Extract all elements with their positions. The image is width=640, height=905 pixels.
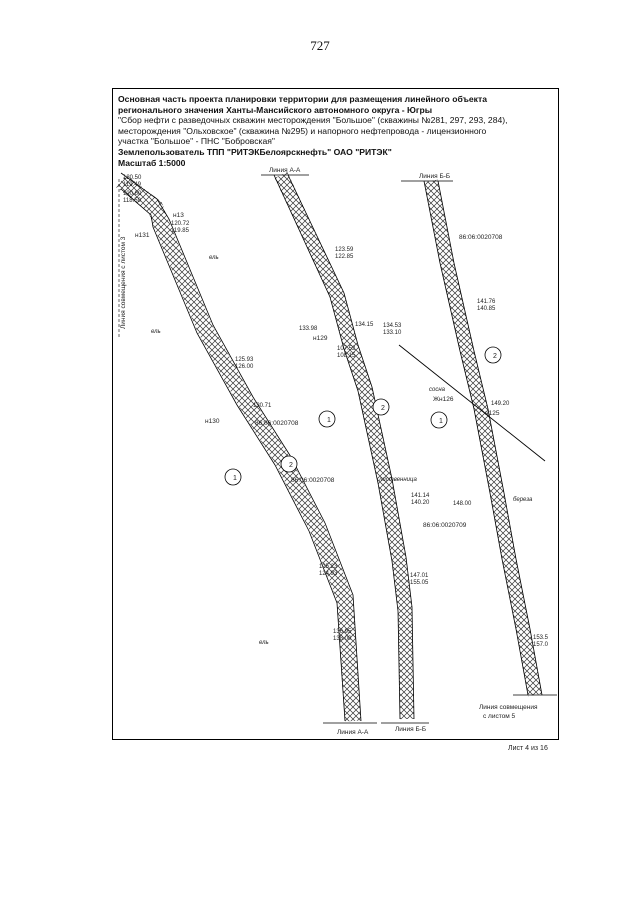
line-label-bb-top: Линия Б-Б (419, 173, 451, 180)
elevation-label: 108.15 (337, 353, 356, 359)
line-label-left-match: Линия совмещения с листом 3 (120, 236, 127, 329)
title-line-2: регионального значения Ханты-Мансийского автономного округа - Югры (118, 104, 433, 115)
line-label-aa-bottom: Линия А-А (337, 729, 369, 736)
tree-label: ель (259, 640, 269, 646)
zone-marker-label: 2 (381, 405, 385, 412)
elevation-label: 119.49 (123, 182, 141, 188)
line-label-aa-top: Линия А-А (269, 167, 301, 174)
map-drawing (113, 89, 558, 739)
elevation-label: 134.53 (383, 323, 402, 329)
corridor-right (424, 181, 542, 695)
zone-marker-label: 1 (233, 475, 237, 482)
zone-marker-label: 2 (493, 353, 497, 360)
elevation-label: 122.85 (335, 254, 354, 260)
elevation-label: 148.00 (453, 501, 472, 507)
elevation-label: 149.20 (491, 401, 510, 407)
title-line-3: "Сбор нефти с разведочных скважин месторождения "Большое" (скважины №281, 297, 293, 284), (118, 115, 508, 126)
elevation-label: 120.60 (123, 191, 142, 197)
elevation-label: 157.0 (533, 642, 549, 648)
elevation-label: 126.00 (235, 364, 254, 370)
elevation-label: 123.59 (335, 247, 354, 253)
elevation-label: 119.85 (171, 228, 189, 234)
zone-marker-label: 2 (289, 462, 293, 469)
line-label-bb-bottom: Линия Б-Б (395, 726, 427, 733)
elevation-label: 140.85 (477, 306, 496, 312)
elevation-label: 141.14 (411, 493, 430, 499)
title-line-1: Основная часть проекта планировки территории для размещения линейного объекта (118, 94, 487, 104)
scale-label: Масштаб 1:5000 (118, 157, 186, 168)
elevation-label: 153.5 (533, 635, 549, 641)
parcel-number: 86:06:0020708 (255, 420, 299, 427)
node-label: н13 (173, 212, 184, 219)
elevation-label: 147.01 (410, 573, 429, 579)
parcel-number: 86:06:0020708 (291, 477, 335, 484)
tree-label: береза (513, 497, 533, 503)
elevation-label: 107.52 (337, 346, 356, 352)
parcel-number: 86:06:0020709 (423, 522, 467, 529)
elevation-label: 133.10 (383, 330, 402, 336)
line-label-right-match-1: Линия совмещения (479, 704, 538, 711)
elevation-label: 136.95 (333, 629, 352, 635)
elevation-label: 120.50 (123, 175, 142, 181)
node-label: Жн126 (433, 396, 454, 403)
node-label: н125 (485, 410, 500, 417)
zone-marker-label: 1 (327, 417, 331, 424)
land-user: Землепользователь ТПП "РИТЭКБелоярскнефть" ОАО "РИТЭК" (118, 146, 392, 157)
node-label: н129 (313, 335, 328, 342)
elevation-label: 120.72 (171, 221, 190, 227)
tree-label: лиственница (379, 477, 417, 483)
elevation-label: 133.98 (299, 326, 318, 332)
line-label-right-match-2: с листом 5 (483, 713, 516, 720)
elevation-label: 125.23 (319, 564, 338, 570)
parcel-number: 86:06:0020708 (459, 234, 503, 241)
elevation-label: 134.15 (355, 322, 374, 328)
node-label: н130 (205, 418, 220, 425)
elevation-label: 140.20 (411, 500, 430, 506)
title-line-5: участка "Большое" - ПНС "Бобровская" (118, 136, 275, 147)
elevation-label: 124.93 (319, 571, 338, 577)
zone-marker-label: 1 (439, 418, 443, 425)
sheet-number: Лист 4 из 16 (508, 745, 548, 752)
tree-label: ель (151, 329, 161, 335)
elevation-label: 125.93 (235, 357, 254, 363)
page-number: 727 (310, 38, 330, 53)
elevation-label: 155.05 (410, 580, 429, 586)
elevation-label: 118.50 (123, 198, 141, 204)
elevation-label: 141.76 (477, 299, 496, 305)
tree-label: сосна (429, 387, 445, 393)
elevation-label: 138.00 (333, 636, 352, 642)
node-label: н131 (135, 232, 150, 239)
elevation-label: 130.71 (253, 403, 272, 409)
title-line-4: месторождения "Ольховское" (скважина №295) и напорного нефтепровода - лицензионного (118, 125, 487, 136)
tree-label: ель (209, 255, 219, 261)
